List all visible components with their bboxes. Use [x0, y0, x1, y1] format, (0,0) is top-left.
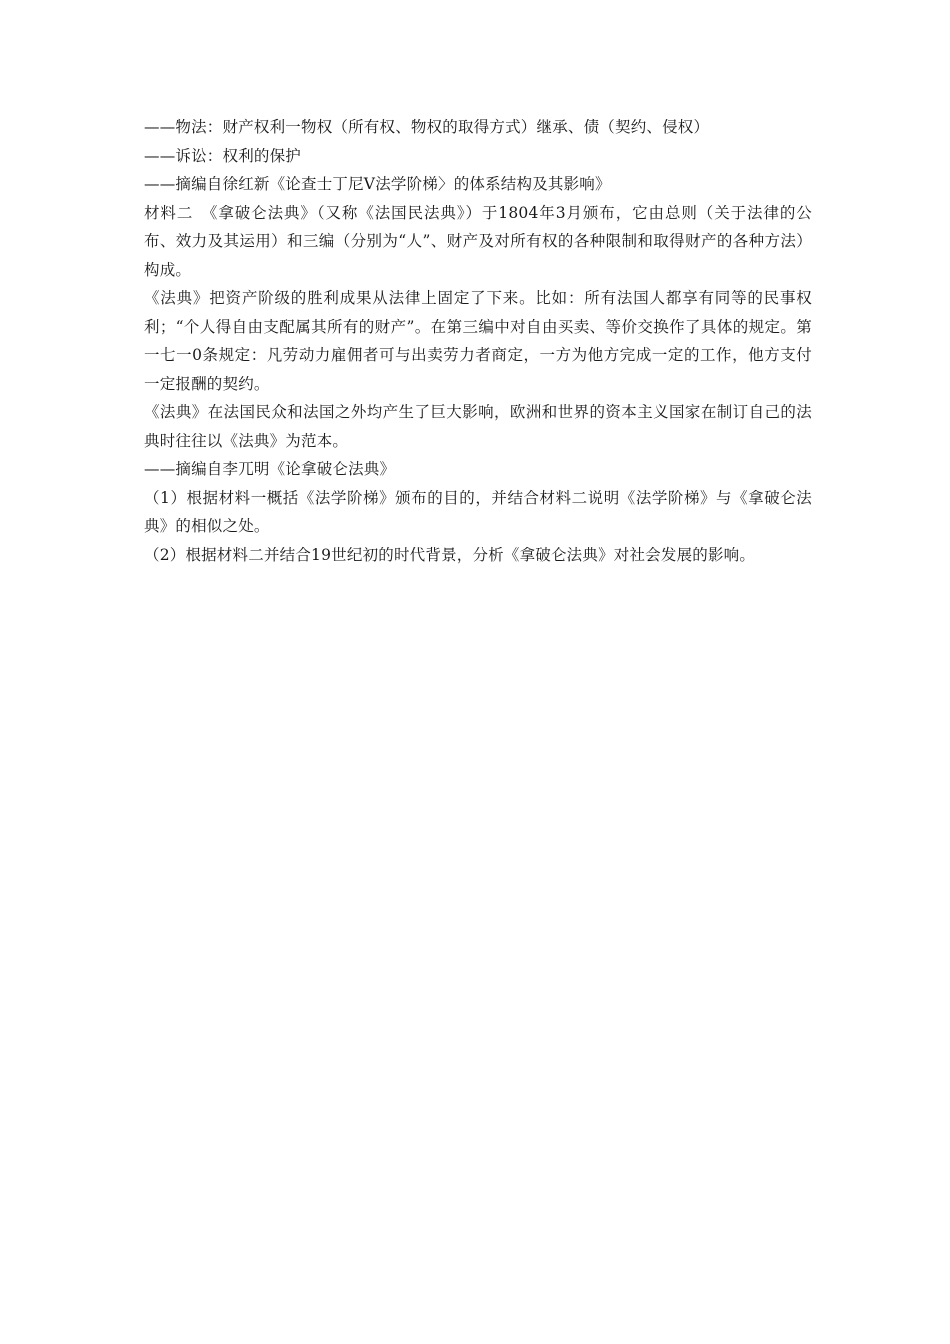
question-1: （1）根据材料一概括《法学阶梯》颁布的目的，并结合材料二说明《法学阶梯》与《拿破仑法典》的相似之处。 [144, 488, 812, 535]
question-2: （2）根据材料二并结合19世纪初的时代背景，分析《拿破仑法典》对社会发展的影响。 [144, 545, 756, 564]
material-two-intro: 材料二 《拿破仑法典》（又称《法国民法典》）于1804年3月颁布，它由总则（关于法律的公布、效力及其运用）和三编（分别为“人”、财产及对所有权的各种限制和取得财产的各种方法）构成。 [144, 203, 812, 279]
document-body [144, 113, 812, 569]
paragraph-litigation: ——诉讼：权利的保护 [144, 146, 302, 165]
source-citation-2: ——摘编自李兀明《论拿破仑法典》 [144, 460, 396, 478]
source-citation-1: ——摘编自徐红新《论查士丁尼Ⅴ法学阶梯〉的体系结构及其影响》 [144, 175, 611, 193]
paragraph-property-law: ——物法：财产权利一物权（所有权、物权的取得方式）继承、债（契约、侵权） [144, 118, 710, 136]
material-two-influence: 《法典》在法国民众和法国之外均产生了巨大影响，欧洲和世界的资本主义国家在制订自己的法典时往往以《法典》为范本。 [144, 403, 812, 450]
material-two-rights: 《法典》把资产阶级的胜利成果从法律上固定了下来。比如：所有法国人都享有同等的民事权利；“个人得自由支配属其所有的财产”。在第三编中对自由买卖、等价交换作了具体的规定。第一七一0条规定：凡劳动力雇佣者可与出卖劳力者商定，一方为他方完成一定的工作，他方支付一定报酬的契约。 [144, 289, 812, 393]
